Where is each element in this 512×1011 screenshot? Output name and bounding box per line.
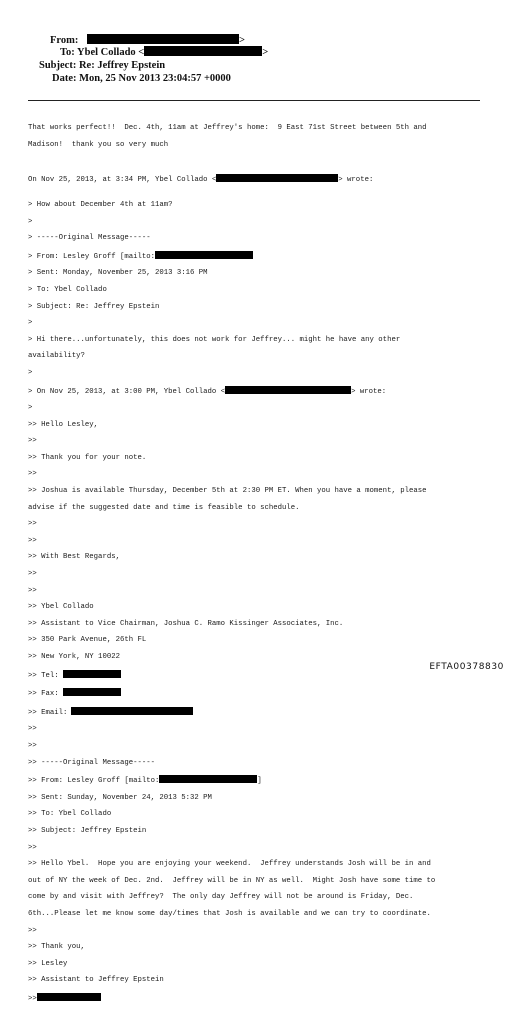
body-line: > How about December 4th at 11am? (28, 200, 173, 209)
wrote-suffix: > wrote: (351, 387, 387, 396)
wrote-suffix: > wrote: (338, 176, 374, 185)
body-line: >> (28, 437, 37, 446)
quote-intro-text: On Nov 25, 2013, at 3:34 PM, Ybel Collado < (28, 176, 217, 185)
body-line: >> (28, 586, 37, 595)
from-close: > (239, 35, 245, 46)
body-line: >> (28, 926, 37, 935)
fax-label: >> Fax: (28, 690, 59, 699)
body-line: advise if the suggested date and time is feasible to schedule. (28, 503, 300, 512)
redaction-phone (63, 670, 121, 678)
quote-intro-text: > On Nov 25, 2013, at 3:00 PM, Ybel Collado < (28, 387, 226, 396)
body-line: >> Hello Lesley, (28, 420, 99, 429)
body-line: >> With Best Regards, (28, 553, 120, 562)
body-line: >> -----Original Message----- (28, 758, 155, 767)
quote-marker: >> (28, 994, 37, 1003)
date-label: Date: (52, 73, 77, 84)
body-line (28, 775, 488, 785)
redaction-email (159, 775, 257, 783)
body-line (28, 174, 488, 184)
body-line: >> Lesley (28, 959, 68, 968)
body-line: >> Assistant to Jeffrey Epstein (28, 976, 164, 985)
to-close: > (262, 47, 269, 58)
body-line: >> Sent: Sunday, November 24, 2013 5:32 PM (28, 793, 212, 802)
body-line: >> (28, 536, 37, 545)
tel-label: >> Tel: (28, 671, 59, 680)
redaction-to-address (144, 46, 262, 56)
body-line: >> To: Ybel Collado (28, 810, 112, 819)
body-line: Madison! thank you so very much (28, 140, 169, 149)
body-line: >> Joshua is available Thursday, December 5th at 2:30 PM ET. When you have a moment, please (28, 487, 427, 496)
email-label: >> Email: (28, 708, 68, 717)
body-line: > (28, 319, 33, 328)
redaction-from-address (87, 34, 239, 44)
email-body (28, 116, 488, 1011)
body-line: > To: Ybel Collado (28, 285, 107, 294)
body-line: >> Subject: Jeffrey Epstein (28, 826, 147, 835)
mailto-text: > From: Lesley Groff [mailto: (28, 252, 155, 261)
body-line: come by and visit with Jeffrey? The only day Jeffrey will not be around is Friday, Dec. (28, 893, 414, 902)
body-line: > Subject: Re: Jeffrey Epstein (28, 302, 160, 311)
mailto-text: >> From: Lesley Groff [mailto: (28, 777, 160, 786)
subject-row (39, 59, 165, 72)
body-line: >> Thank you for your note. (28, 453, 147, 462)
body-line: 6th...Please let me know some day/times that Josh is available and we can try to coordinate. (28, 909, 431, 918)
body-line (28, 688, 488, 698)
body-line: availability? (28, 352, 85, 361)
body-line: That works perfect!! Dec. 4th, 11am at Jeffrey's home: 9 East 71st Street between 5th and (28, 124, 427, 133)
body-line: >> (28, 470, 37, 479)
body-line: >> (28, 725, 37, 734)
subject-label: Subject: (39, 60, 77, 71)
body-line: >> Hello Ybel. Hope you are enjoying your weekend. Jeffrey understands Josh will be in and (28, 860, 431, 869)
body-line: >> (28, 520, 37, 529)
to-value: Ybel Collado < (77, 47, 145, 58)
body-line: >> Assistant to Vice Chairman, Joshua C. Ramo Kissinger Associates, Inc. (28, 619, 344, 628)
mailto-close: ] (257, 777, 262, 786)
body-line (28, 670, 488, 680)
body-line (28, 251, 488, 261)
from-label: From: (50, 35, 79, 46)
redaction-email (225, 386, 351, 394)
redaction-email (155, 251, 253, 259)
to-label: To: (60, 47, 75, 58)
body-line: >> 350 Park Avenue, 26th FL (28, 636, 147, 645)
body-line: >> Thank you, (28, 943, 85, 952)
redaction-email (216, 174, 338, 182)
date-value: Mon, 25 Nov 2013 23:04:57 +0000 (79, 73, 231, 84)
body-line: > (28, 368, 33, 377)
subject-value: Re: Jeffrey Epstein (78, 60, 166, 71)
redaction-signature (37, 993, 101, 1001)
header-divider (28, 100, 480, 101)
body-line: > (28, 217, 33, 226)
body-line (28, 386, 488, 396)
body-line (28, 993, 488, 1003)
redaction-email (71, 707, 193, 715)
body-line: > (28, 404, 33, 413)
date-row (52, 72, 231, 85)
body-line: > Hi there...unfortunately, this does not work for Jeffrey... might he have any other (28, 335, 401, 344)
body-line: > -----Original Message----- (28, 234, 151, 243)
body-line: >> (28, 570, 37, 579)
body-line: out of NY the week of Dec. 2nd. Jeffrey will be in NY as well. Might Josh have some time to (28, 876, 436, 885)
redaction-fax (63, 688, 121, 696)
body-line: >> Ybel Collado (28, 603, 94, 612)
body-line: >> New York, NY 10022 (28, 653, 120, 661)
body-line (28, 707, 488, 717)
body-line: >> (28, 741, 37, 750)
to-row (60, 46, 268, 59)
body-line: >> (28, 843, 37, 852)
body-line: > Sent: Monday, November 25, 2013 3:16 PM (28, 269, 208, 278)
bates-number: EFTA00378830 (429, 662, 504, 672)
